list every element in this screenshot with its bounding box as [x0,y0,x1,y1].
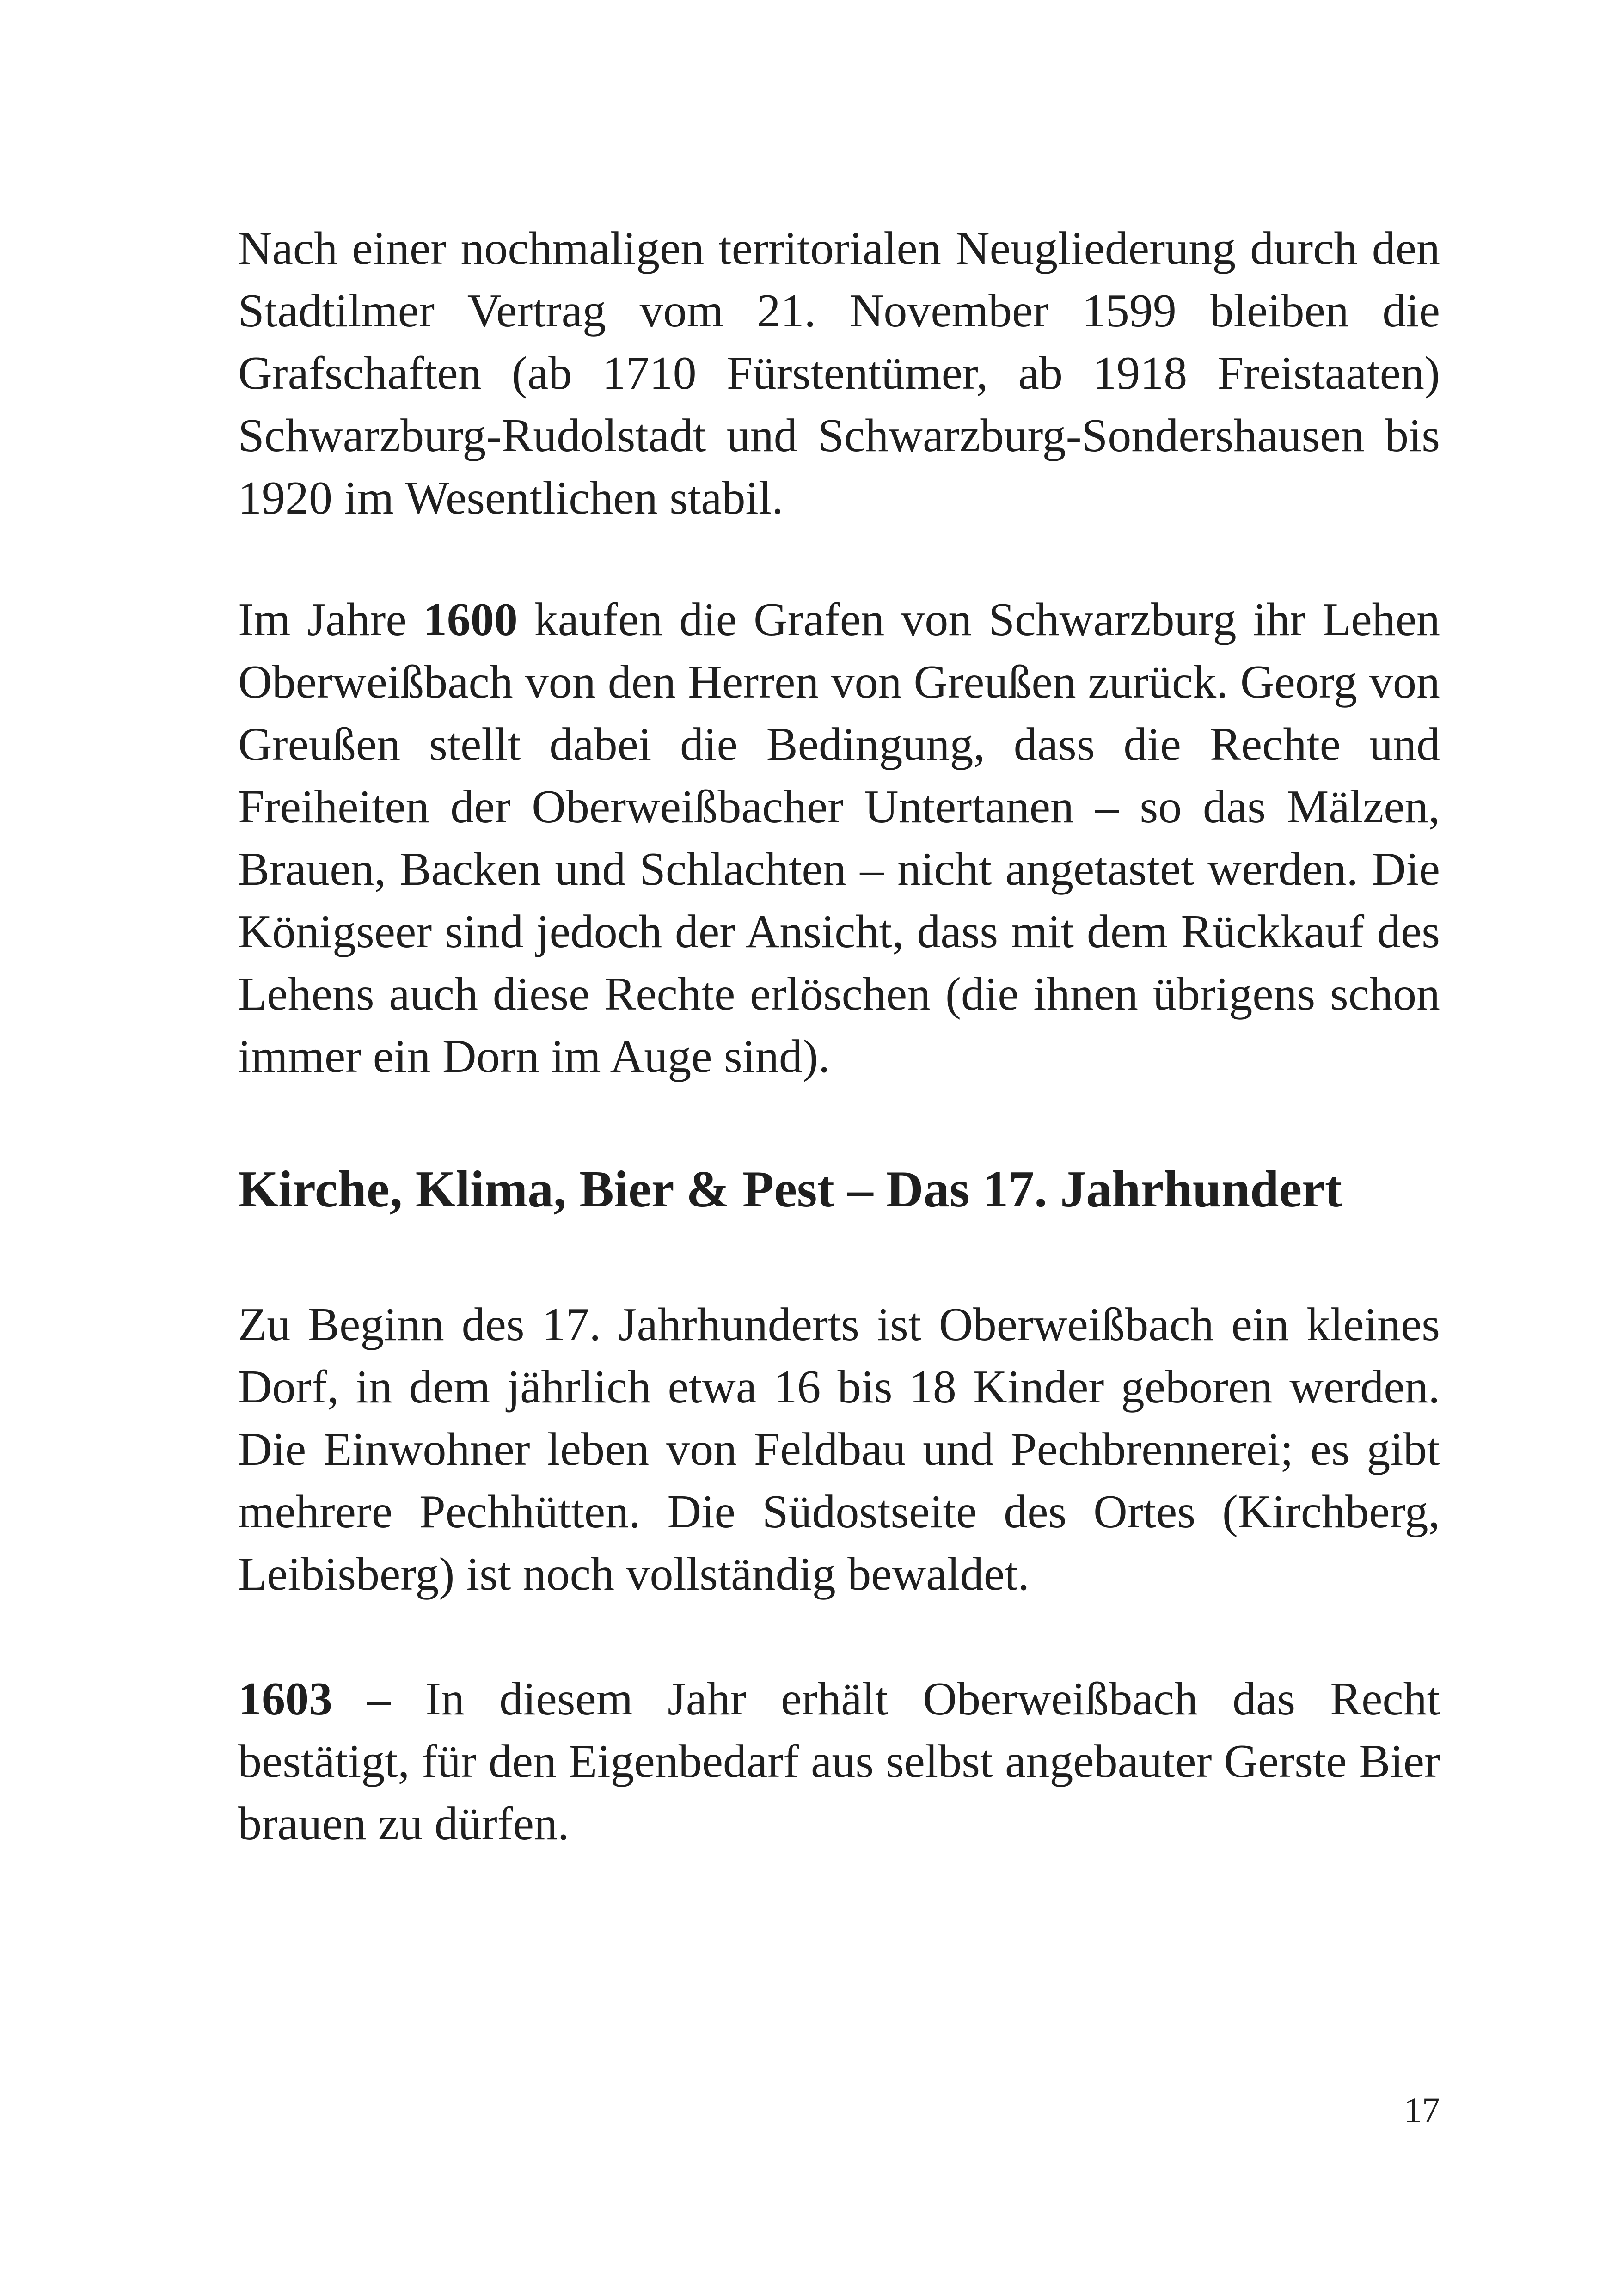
paragraph-1603-beer-right [238,1668,1440,1855]
paragraph-1603-rest: – In diesem Jahr erhält Oberweißbach das Recht bestätigt, für den Eigenbedarf aus selbst angebauter Gerste Bier brauen zu dürfen. [238,1673,1440,1850]
paragraph-17th-century-village: Zu Beginn des 17. Jahrhunderts ist Oberweißbach ein kleines Dorf, in dem jährlich etwa 16 bis 18 Kinder geboren werden. Die Einwohner leben von Feldbau und Pechbrennerei; es gibt mehrere Pechhütten. Die Südostseite des Ortes (Kirchberg, Leibisberg) ist noch vollständig bewaldet. [238,1298,1440,1600]
paragraph-1600-purchase [238,588,1440,1088]
page-number: 17 [1404,2090,1440,2130]
year-1600: 1600 [423,594,518,646]
paragraph-1600-rest: kaufen die Grafen von Schwarzburg ihr Lehen Oberweißbach von den Herren von Greußen zurück. Georg von Greußen stellt dabei die Bedingung, dass die Rechte und Freiheiten der Oberweißbacher Untertanen – so das Mälzen, Brauen, Backen und Schlachten – nicht angetastet werden. Die Königseer sind jedoch der Ansicht, dass mit dem Rückkauf des Lehens auch diese Rechte erlöschen (die ihnen übrigens schon immer ein Dorn im Auge sind). [238,594,1440,1083]
year-1603: 1603 [238,1673,332,1725]
paragraph-1600-lead: Im Jahre [238,594,423,646]
section-heading: Kirche, Klima, Bier & Pest – Das 17. Jahrhundert [238,1161,1342,1218]
page-content [238,217,1440,1855]
paragraph-territorial-reorganization: Nach einer nochmaligen territorialen Neugliederung durch den Stadtilmer Vertrag vom 21. November 1599 bleiben die Grafschaften (ab 1710 Fürstentümer, ab 1918 Freistaaten) Schwarzburg-Rudolstadt und Schwarzburg-Sondershausen bis 1920 im Wesentlichen stabil. [238,222,1440,524]
